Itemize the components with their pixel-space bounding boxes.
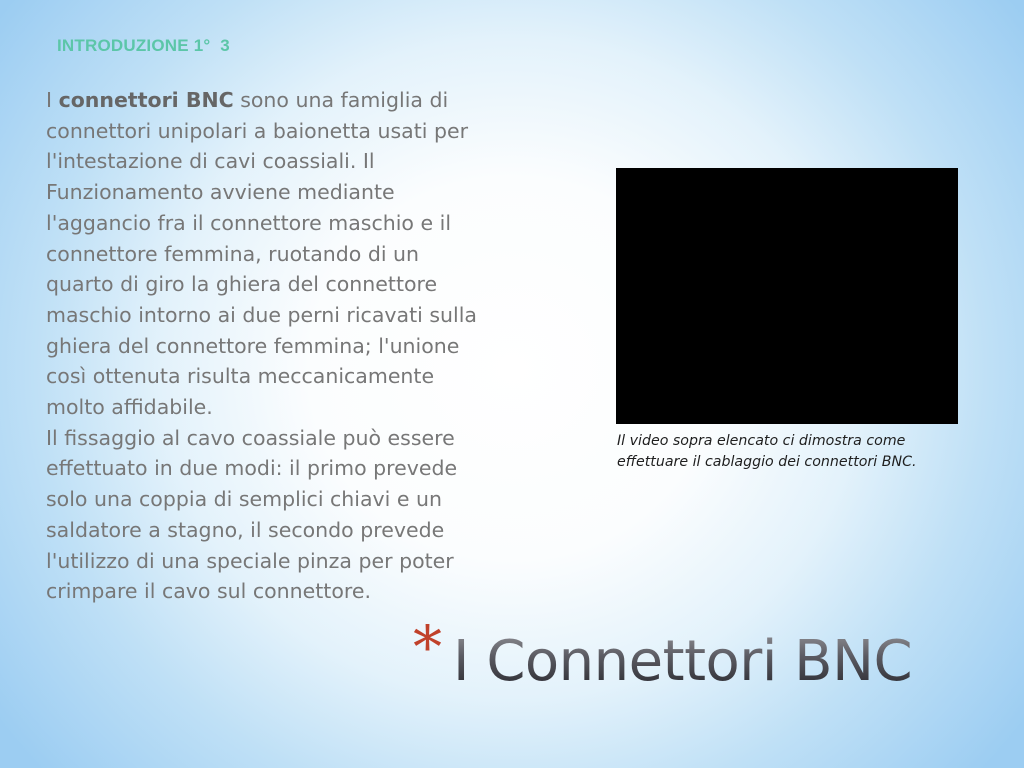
section-label: INTRODUZIONE 1° — [57, 36, 211, 55]
paragraph-1 — [46, 85, 486, 423]
bold-term: connettori BNC — [58, 88, 234, 112]
video-caption: Il video sopra elencato ci dimostra come effettuare il cablaggio dei connettori BNC. — [617, 433, 917, 470]
page-number: 3 — [220, 36, 230, 55]
intro-prefix: I — [46, 88, 59, 112]
video-player[interactable] — [616, 168, 958, 424]
title-bullet: * — [413, 613, 442, 681]
paragraph-2: Il fissaggio al cavo coassiale può essere effettuato in due modi: il primo prevede solo una coppia di semplici chiavi e un saldatore a stagno, il secondo prevede l'utilizzo di una speciale pinza per poter crimpare il cavo sul connettore. — [46, 425, 458, 604]
section-header — [57, 36, 230, 56]
body-text — [46, 85, 486, 607]
intro-rest: sono una famiglia di connettori unipolari a baionetta usati per l'intestazione di cavi coassiali. Il Funzionamento avviene mediante l'aggancio fra il connettore maschio e il connettore femmina, ruotando di un quarto di giro la ghiera del connettore maschio intorno ai due perni ricavati sulla ghiera del connettore femmina; l'unione così ottenuta risulta meccanicamente molto affidabile. — [46, 88, 477, 420]
title-text: I Connettori BNC — [453, 626, 912, 698]
